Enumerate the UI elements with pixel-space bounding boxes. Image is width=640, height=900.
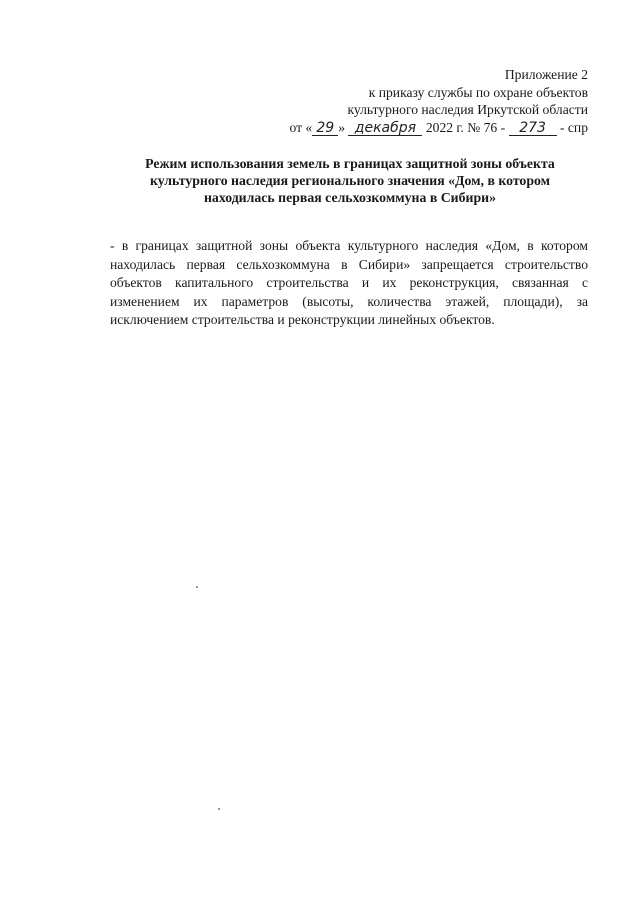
date-year: 2022 г. № 76 - <box>425 119 506 135</box>
scan-speck <box>218 808 220 810</box>
regulation-paragraph: - в границах защитной зоны объекта культурного наследия «Дом, в котором находилась первая сельхозкоммуна в Сибири» запрещается строительство объектов капитального строительства и их реконструкция, связанная с изменением их параметров (высоты, количества этажей, площади), за исключением строительства и реконструкции линейных объектов. <box>110 238 588 327</box>
order-suffix: - спр <box>559 119 588 135</box>
handwritten-day: 29 <box>312 121 338 136</box>
order-date-line <box>289 119 588 137</box>
appendix-number: Приложение 2 <box>504 67 588 82</box>
scan-speck <box>196 586 198 588</box>
order-reference: к приказу службы по охране объектов <box>368 84 588 100</box>
date-prefix: от « <box>289 119 313 135</box>
handwritten-order-number: 273 <box>509 121 557 136</box>
date-mid: » <box>338 119 346 135</box>
title-line: Режим использования земель в границах защитной зоны объекта <box>145 156 555 171</box>
title-line: культурного наследия регионального значения «Дом, в котором <box>149 173 551 188</box>
document-title <box>110 155 590 206</box>
handwritten-month: декабря <box>348 121 422 136</box>
issuing-authority: культурного наследия Иркутской области <box>347 102 588 117</box>
appendix-header <box>289 66 588 136</box>
title-line: находилась первая сельхозкоммуна в Сибири» <box>203 190 496 205</box>
